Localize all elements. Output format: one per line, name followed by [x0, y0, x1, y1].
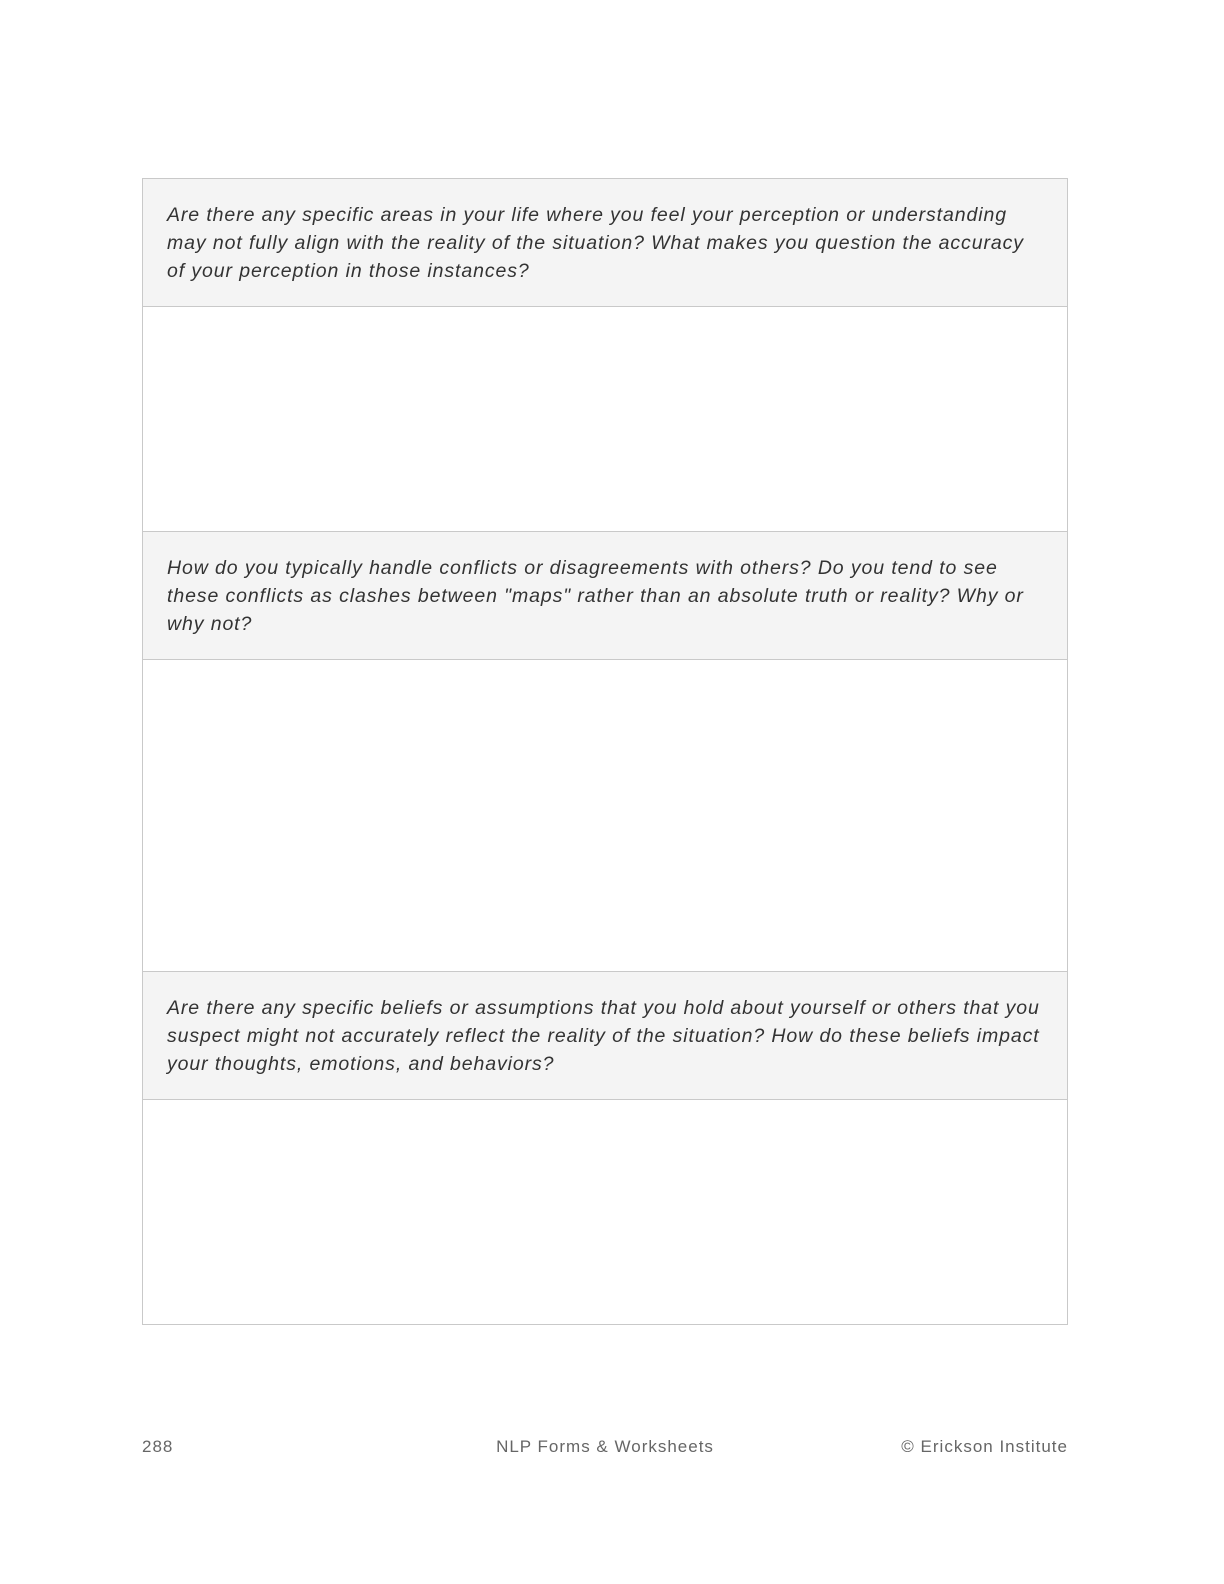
document-title: NLP Forms & Worksheets	[496, 1437, 714, 1456]
page-footer	[142, 1437, 1068, 1461]
question-1-answer-box[interactable]	[143, 307, 1067, 532]
question-2-answer-box[interactable]	[143, 660, 1067, 972]
page-number: 288	[142, 1437, 174, 1456]
question-2-prompt: How do you typically handle conflicts or disagreements with others? Do you tend to see these conflicts as clashes between "maps" rather than an absolute truth or reality? Why or why not?	[143, 532, 1067, 660]
worksheet-table	[142, 178, 1068, 1325]
copyright-notice: © Erickson Institute	[901, 1437, 1068, 1456]
question-1-prompt: Are there any specific areas in your life where you feel your perception or understanding may not fully align with the reality of the situation? What makes you question the accuracy of your perception in those instances?	[143, 179, 1067, 307]
question-3-answer-box[interactable]	[143, 1100, 1067, 1324]
question-3-prompt: Are there any specific beliefs or assumptions that you hold about yourself or others that you suspect might not accurately reflect the reality of the situation? How do these beliefs impact your thoughts, emotions, and behaviors?	[143, 972, 1067, 1100]
